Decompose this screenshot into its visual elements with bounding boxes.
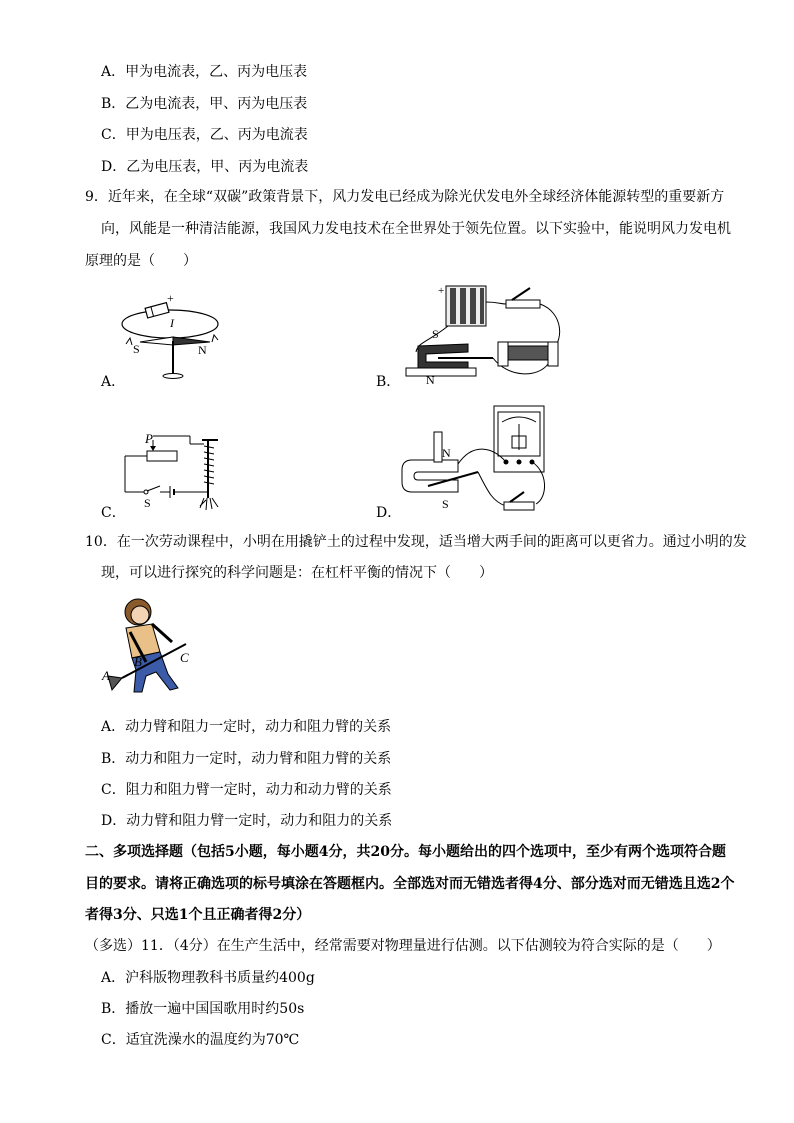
q10-option-c: C．阻力和阻力臂一定时，动力和动力臂的关系 <box>101 782 392 798</box>
magnet-n-label: N <box>426 373 435 387</box>
q9-stem-line-2: 向，风能是一种清洁能源，我国风力发电技术在全世界处于领先位置。以下实验中，能说明风力发电机 <box>101 221 731 237</box>
q10-stem-line-1: 10．在一次劳动课程中，小明在用撬铲土的过程中发现，适当增大两手间的距离可以更省力。通过小明的发 <box>85 534 747 550</box>
point-a-label: A <box>102 668 110 683</box>
switch-s-label: S <box>144 496 151 510</box>
q11-option-a: A．沪科版物理教科书质量约400g <box>101 970 315 986</box>
rheostat-p-label: P <box>145 431 153 446</box>
q9-figure-b <box>398 282 568 387</box>
q11-option-b: B．播放一遍中国国歌用时约50s <box>101 1001 305 1017</box>
compass-n-label: N <box>198 343 207 357</box>
q8-option-a: A．甲为电流表，乙、丙为电压表 <box>101 64 308 80</box>
q8-option-c: C．甲为电压表，乙、丙为电流表 <box>101 127 308 143</box>
q11-stem: （多选）11．（4分）在生产生活中，经常需要对物理量进行估测。以下估测较为符合实际的是（ ） <box>85 938 721 954</box>
magnet-d-s-label: S <box>442 497 449 511</box>
q9-figure-a <box>118 288 228 388</box>
q10-option-d: D．动力臂和阻力臂一定时，动力和阻力的关系 <box>101 813 393 829</box>
q10-figure-shoveling <box>98 592 198 702</box>
q9-figure-d <box>398 402 568 517</box>
q10-option-a: A．动力臂和阻力一定时，动力和阻力臂的关系 <box>101 719 392 735</box>
magnet-s-label: S <box>432 327 439 341</box>
q8-option-b: B．乙为电流表，甲、丙为电压表 <box>101 96 308 112</box>
compass-s-label: S <box>133 342 140 356</box>
q10-stem-line-2: 现，可以进行探究的科学问题是：在杠杆平衡的情况下（ ） <box>101 565 493 581</box>
q10-option-b: B．动力和阻力一定时，动力臂和阻力臂的关系 <box>101 751 392 767</box>
q9-label-d: D． <box>376 505 402 521</box>
q9-label-a: A． <box>101 374 126 390</box>
q9-label-b: B． <box>376 374 401 390</box>
q9-stem-line-1: 9．近年来，在全球“双碳”政策背景下，风力发电已经成为除光伏发电外全球经济体能源转型的重要新方 <box>85 189 725 205</box>
svg-text:+: + <box>438 285 445 297</box>
q9-figure-c <box>120 430 230 515</box>
magnet-d-n-label: N <box>442 446 451 460</box>
q9-stem-line-3: 原理的是（ ） <box>85 253 197 269</box>
current-label: I <box>170 316 174 330</box>
section2-heading-line-1: 二、多项选择题（包括5小题，每小题4分，共20分。每小题给出的四个选项中，至少有两个选项符合题 <box>85 844 726 860</box>
section2-heading-line-2: 目的要求。请将正确选项的标号填涂在答题框内。全部选对而无错选者得4分、部分选对而无错选且选2个 <box>85 876 735 892</box>
section2-heading-line-3: 者得3分、只选1个且正确者得2分） <box>85 907 311 923</box>
svg-text:+: + <box>167 291 174 305</box>
point-b-label: B <box>134 654 142 669</box>
q9-label-c: C． <box>101 505 126 521</box>
point-c-label: C <box>180 650 189 665</box>
q8-option-d: D．乙为电压表，甲、丙为电流表 <box>101 159 309 175</box>
q11-option-c: C．适宜洗澡水的温度约为70℃ <box>101 1032 300 1048</box>
